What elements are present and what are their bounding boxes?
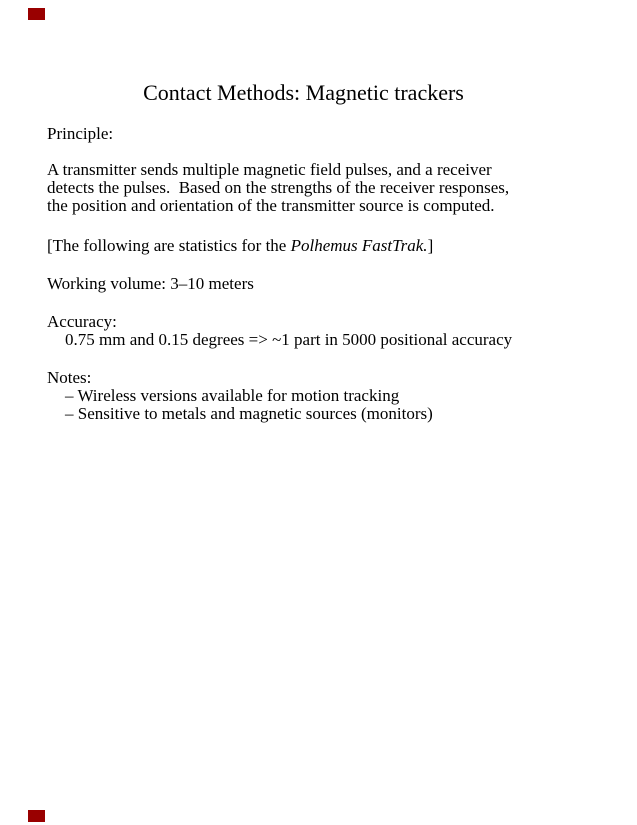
paragraph-line-3: the position and orientation of the transmitter source is computed. (47, 196, 495, 215)
principle-block (47, 125, 637, 143)
paragraph-line-1: A transmitter sends multiple magnetic field pulses, and a receiver (47, 160, 492, 179)
statistics-note-product-name: Polhemus FastTrak. (290, 236, 428, 255)
principle-label: Principle: (47, 124, 114, 143)
paragraph-line-2: detects the pulses. Based on the strengths of the receiver responses, (47, 178, 510, 197)
note-item-wireless: – Wireless versions available for motion tracking (65, 386, 400, 405)
statistics-note-suffix: ] (427, 236, 434, 255)
note-item-sensitive: – Sensitive to metals and magnetic sources (monitors) (65, 404, 433, 423)
working-volume-text: Working volume: 3–10 meters (47, 274, 254, 293)
accuracy-detail: 0.75 mm and 0.15 degrees => ~1 part in 5000 positional accuracy (65, 330, 513, 349)
statistics-note-prefix: [The following are statistics for the (47, 236, 291, 255)
next-page-link-marker[interactable] (28, 810, 45, 822)
slide-content (0, 125, 637, 423)
working-volume-block (47, 275, 637, 293)
principle-paragraph (47, 161, 637, 215)
notes-label: Notes: (47, 368, 92, 387)
accuracy-label: Accuracy: (47, 312, 117, 331)
statistics-note-block (47, 237, 637, 255)
notes-block (47, 369, 637, 423)
prev-page-link-marker[interactable] (28, 8, 45, 20)
statistics-note-line (47, 237, 637, 255)
accuracy-block (47, 313, 637, 349)
page-title: Contact Methods: Magnetic trackers (143, 80, 464, 105)
